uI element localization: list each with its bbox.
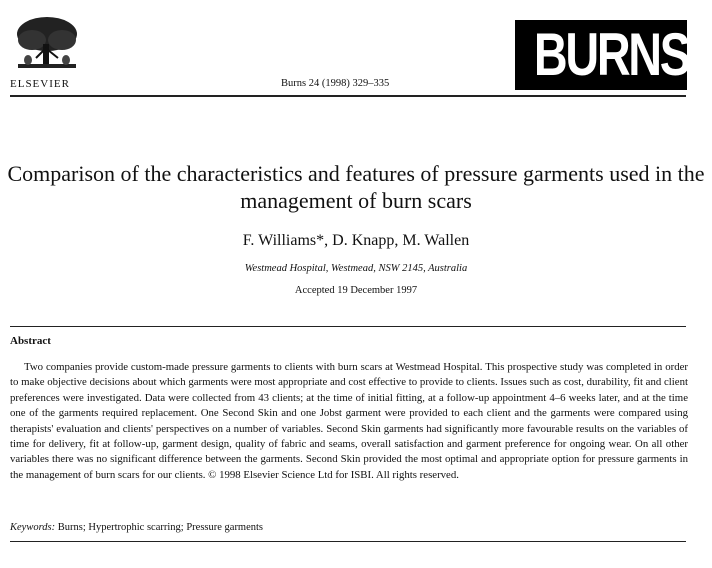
publisher-logo: [10, 14, 86, 72]
abstract-top-divider: [10, 326, 686, 327]
citation: Burns 24 (1998) 329–335: [281, 78, 390, 89]
keywords-label: Keywords:: [10, 522, 56, 533]
abstract-heading: Abstract: [10, 335, 51, 347]
journal-logo: [515, 20, 687, 90]
journal-logo-text: BURNS: [533, 21, 689, 88]
keywords-values: Burns; Hypertrophic scarring; Pressure garments: [57, 522, 264, 533]
abstract-text: Two companies provide custom-made pressure garments to clients with burn scars at Westmead Hospital. This prospective study was completed in order to make objective decisions about which garments were most appropriate and cost effective to provide to clients. Issues such as cost, durability, fit and client preferences were investigated. Data were collected from 43 clients; at the time of initial fitting, at a follow-up appointment 4–6 weeks later, and at the time one of the garments required replacement. One Second Skin and one Jobst garment were provided to each client and the garments were compared using therapists' evaluation and clients' perspectives on a number of variables. Second Skin garments had significantly more favourable results on the variables of time for delivery, fit at follow-up, garment design, quality of fabric and seams, overall satisfaction and garment preference for ongoing wear. On all other variables there was no significant difference between the garments. Second Skin provided the most optimal and appropriate option for pressure garments in the management of burn scars for our clients. © 1998 Elsevier Science Ltd for ISBI. All rights reserved.: [10, 361, 688, 481]
affiliation: Westmead Hospital, Westmead, NSW 2145, Australia: [244, 263, 468, 274]
publisher-name: ELSEVIER: [10, 78, 70, 90]
keywords: [10, 522, 263, 533]
page-header: [0, 0, 712, 100]
accepted-date: Accepted 19 December 1997: [294, 285, 418, 296]
authors: F. Williams*, D. Knapp, M. Wallen: [242, 232, 470, 249]
article-title: Comparison of the characteristics and features of pressure garments used in the management of burn scars: [7, 161, 705, 213]
header-divider: [10, 95, 686, 97]
tree-logo-icon: [14, 14, 80, 72]
keywords-bottom-divider: [10, 541, 686, 542]
